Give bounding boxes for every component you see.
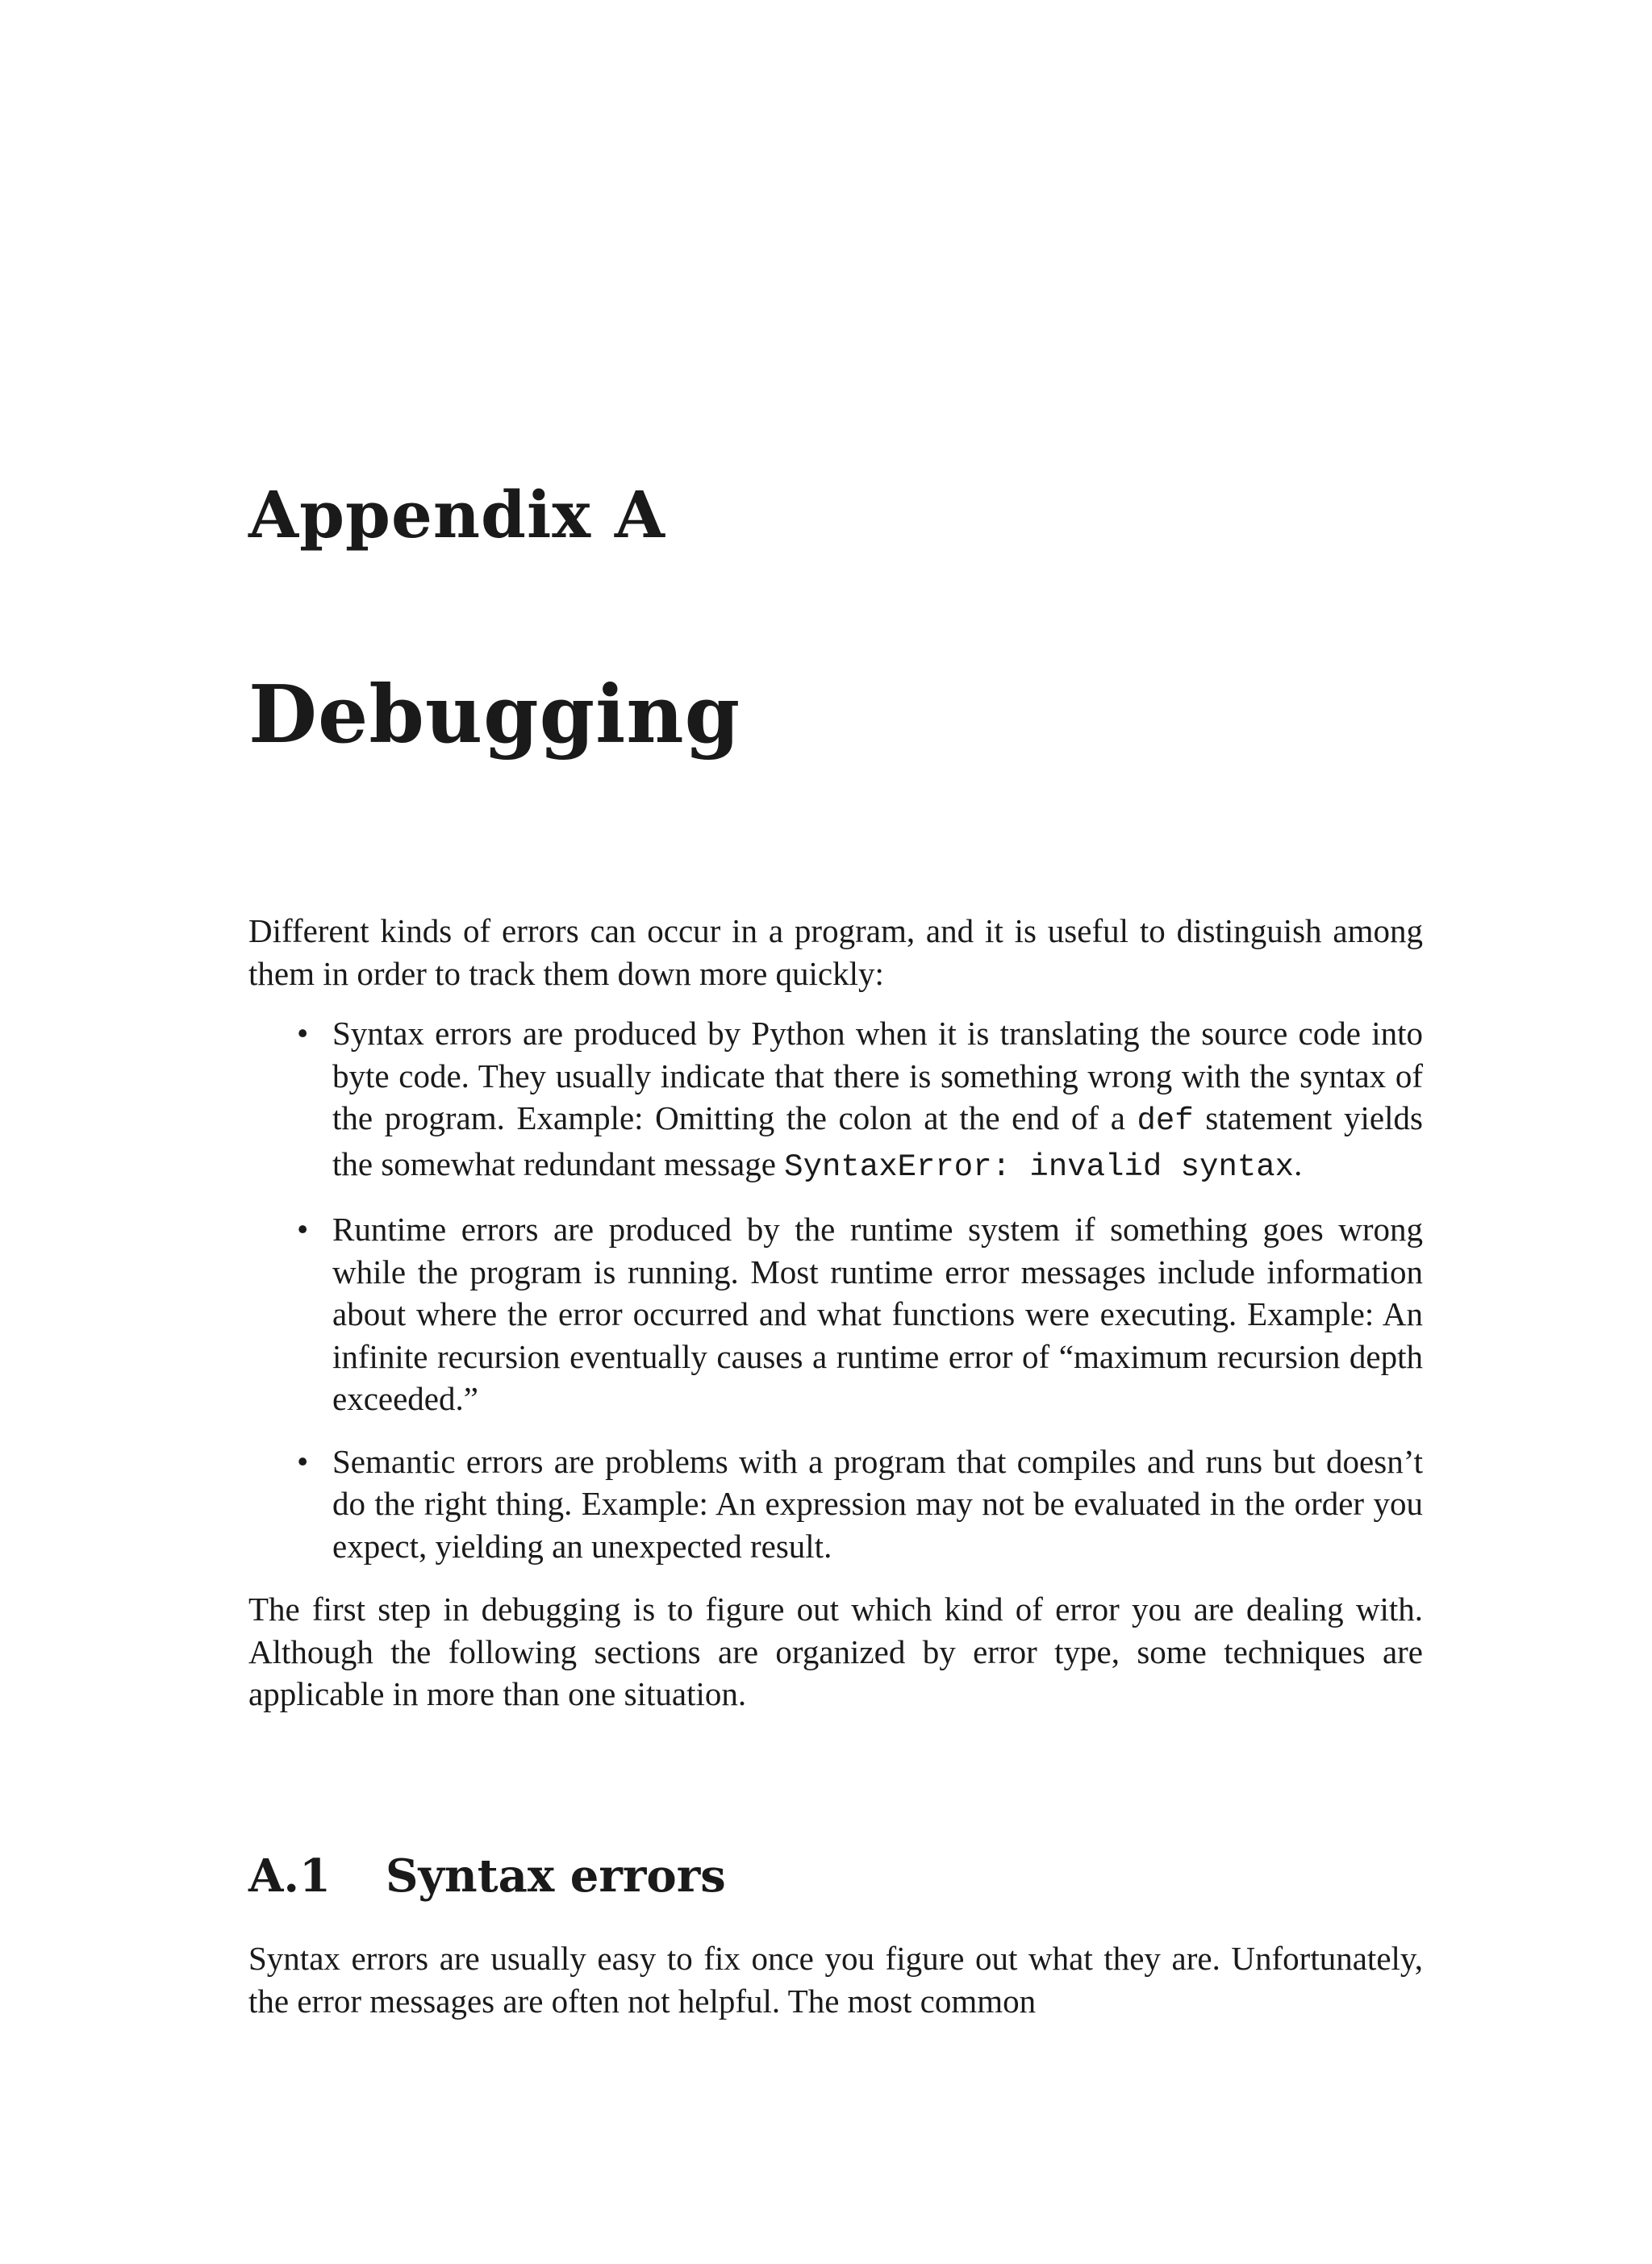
error-types-list bbox=[248, 1012, 1423, 1567]
bullet-icon: • bbox=[297, 1211, 309, 1248]
chapter-label: Appendix A bbox=[248, 477, 665, 552]
conclusion-paragraph: The first step in debugging is to figure out which kind of error you are dealing with. Although the following sections are organized by error type, some techniques are applicable in more than one situation. bbox=[248, 1591, 1423, 1712]
code-def: def bbox=[1137, 1103, 1194, 1139]
syntax-text-after: . bbox=[1294, 1145, 1303, 1182]
section-title: Syntax errors bbox=[386, 1849, 726, 1903]
semantic-text: Semantic errors are problems with a program that compiles and runs but doesn’t do the right thing. Example: An expression may not be evaluated in the order you expect, yielding an unexpected result. bbox=[332, 1442, 1423, 1565]
bullet-icon: • bbox=[297, 1442, 309, 1480]
chapter-title: Debugging bbox=[248, 669, 741, 761]
body-text bbox=[248, 910, 1423, 1716]
list-item-syntax-errors bbox=[248, 1012, 1423, 1188]
runtime-text: Runtime errors are produced by the runtime system if something goes wrong while the program is running. Most runtime error messages include information about where the error occurred and what functions were executing. Example: An infinite recursion eventually causes a runtime error of “maximum recursion depth exceeded.” bbox=[332, 1211, 1423, 1417]
section-number: A.1 bbox=[248, 1849, 331, 1903]
syntax-text-before: Syntax errors are produced by Python when it is translating the source code into byte code. They usually indicate that there is something wrong with the syntax of the program. Example: Omitting the colon at the end of a bbox=[332, 1015, 1423, 1136]
bullet-icon: • bbox=[297, 1015, 309, 1052]
list-item-runtime-errors bbox=[248, 1208, 1423, 1420]
syntax-text-middle: statement yields the somewhat redundant message bbox=[332, 1099, 1423, 1182]
section-body-paragraph: Syntax errors are usually easy to fix once you figure out what they are. Unfortunately, the error messages are often not helpful. The most common bbox=[248, 1940, 1423, 2020]
section-heading bbox=[248, 1849, 726, 1903]
list-item-semantic-errors bbox=[248, 1441, 1423, 1568]
code-syntax-error-message: SyntaxError: invalid syntax bbox=[784, 1149, 1295, 1185]
intro-paragraph: Different kinds of errors can occur in a program, and it is useful to distinguish among them in order to track them down more quickly: bbox=[248, 912, 1423, 992]
